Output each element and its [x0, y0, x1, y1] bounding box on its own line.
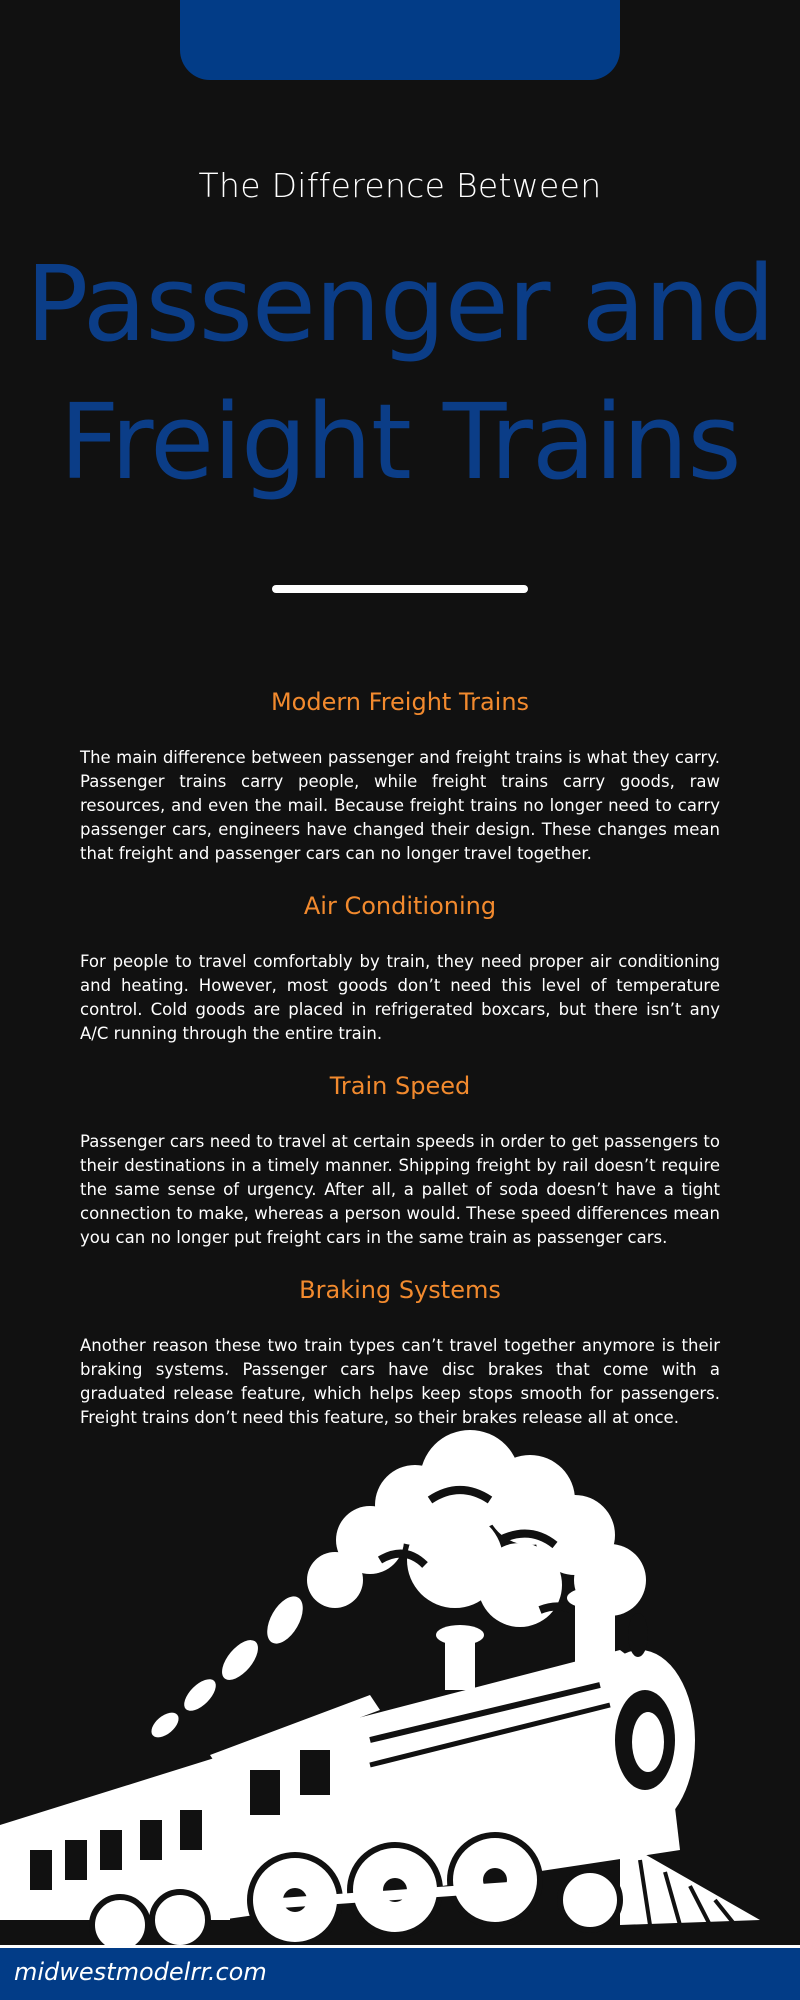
section-train-speed	[80, 1066, 720, 1250]
section-heading: Braking Systems	[299, 1276, 501, 1304]
section-heading: Air Conditioning	[303, 892, 497, 920]
top-tab-decoration	[180, 0, 620, 80]
section-body: The main difference between passenger and freight trains is what they carry. Passenger trains carry people, while freight trains carry goods, raw resources, and even the mail. Because freight trains no longer need to carry passenger cars, engineers have changed their design. These changes mean that freight and passenger cars can no longer travel together.	[80, 748, 720, 863]
footer-site-url[interactable]: midwestmodelrr.com	[14, 1958, 267, 1986]
section-air-conditioning	[80, 886, 720, 1046]
steam-locomotive-icon	[0, 1420, 800, 1960]
section-body: Passenger cars need to travel at certain speeds in order to get passengers to their destinations in a timely manner. Shipping freight by rail doesn’t require the same sense of urgency. After all, a pallet of soda doesn’t have a tight connection to make, whereas a person would. These speed differences mean you can no longer put freight cars in the same train as passenger cars.	[80, 1132, 720, 1247]
page-title	[0, 235, 800, 511]
section-body: Another reason these two train types can’t travel together anymore is their braking systems. Passenger cars have disc brakes that come with a graduated release feature, which helps keep stops smooth for passengers. Freight trains don’t need this feature, so their brakes release all at once.	[80, 1336, 720, 1427]
page-subtitle: The Difference Between	[198, 166, 602, 205]
section-heading: Train Speed	[329, 1072, 471, 1100]
section-modern-freight	[80, 682, 720, 866]
section-braking-systems	[80, 1270, 720, 1430]
content-sections	[80, 682, 720, 1450]
section-body: For people to travel comfortably by train, they need proper air conditioning and heating. However, most goods don’t need this level of temperature control. Cold goods are placed in refrigerated boxcars, but there isn’t any A/C running through the entire train.	[80, 952, 720, 1043]
section-heading: Modern Freight Trains	[270, 688, 530, 716]
title-line-1: Passenger and	[25, 243, 775, 365]
title-divider	[272, 585, 528, 593]
title-line-2: Freight Trains	[59, 381, 741, 503]
